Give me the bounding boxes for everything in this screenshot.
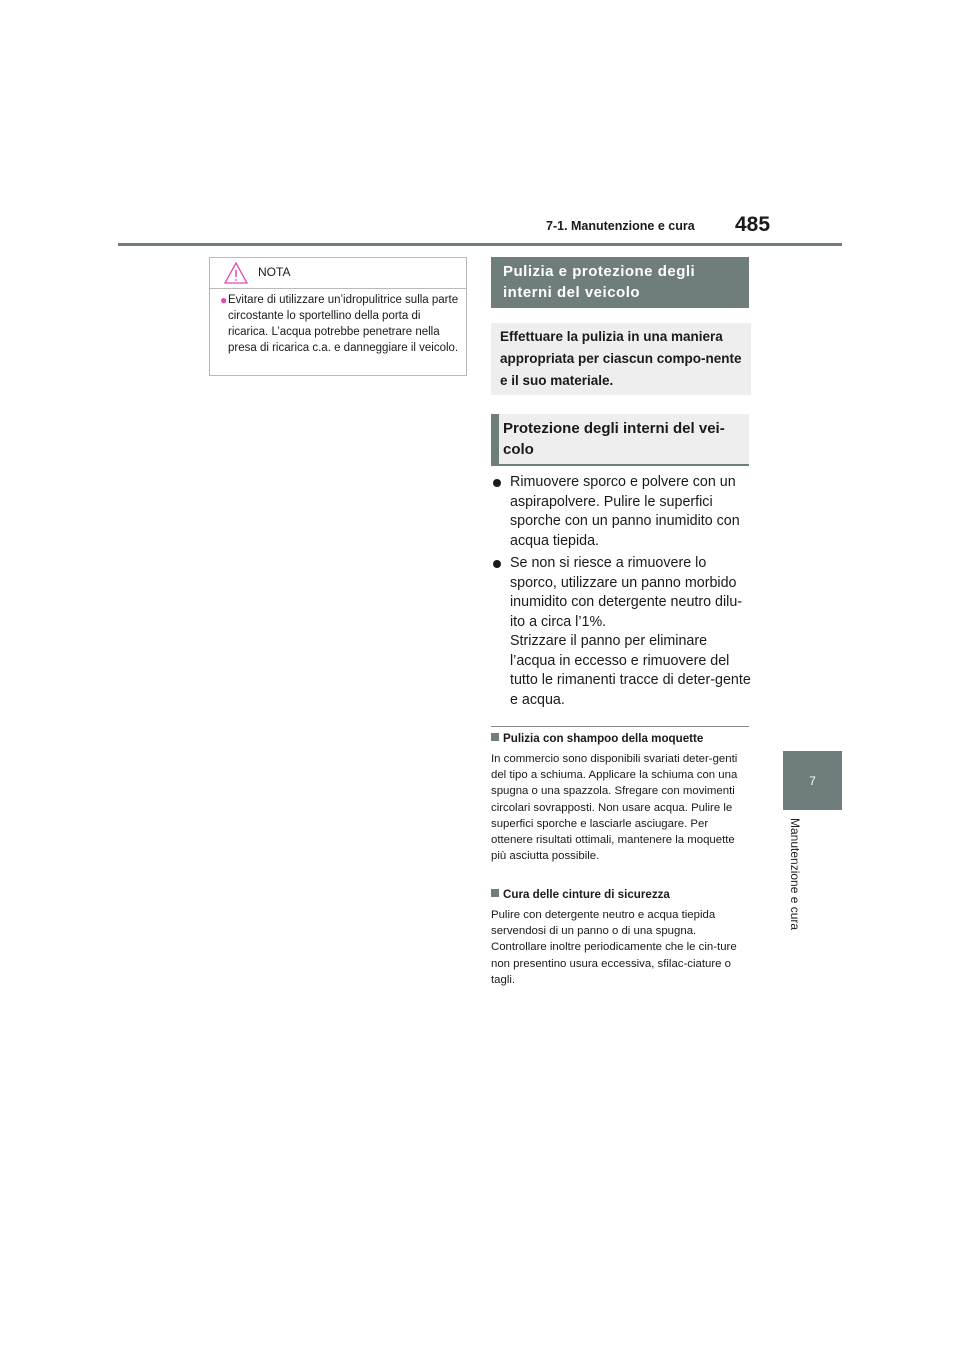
note-heading: Pulizia con shampoo della moquette (491, 732, 703, 745)
bullet-icon: ● (220, 293, 228, 307)
chapter-tab (783, 751, 842, 810)
note-text: In commercio sono disponibili svariati deter-genti del tipo a schiuma. Applicare la schiuma con una spugna o una spazzola. Sfregare con movimenti circolari sovrapposti. Non usare acqua. Pulire le superfici sporche e lasciarle asciugare. Per ottenere risultati ottimali, mantenere la moquette più asciutta possibile. (491, 753, 738, 863)
nota-box (209, 257, 467, 376)
section-title: 7-1. Manutenzione e cura (546, 219, 695, 233)
bullet-icon (493, 479, 501, 487)
chapter-label: Manutenzione e cura (788, 818, 802, 931)
square-bullet-icon (491, 889, 499, 897)
divider (491, 726, 749, 727)
section-heading: Protezione degli interni del vei-colo (491, 414, 749, 466)
warning-triangle-icon (224, 262, 248, 284)
list-item: Se non si riesce a rimuovere lo sporco, utilizzare un panno morbido inumidito con detergente neutro dilu-ito a circa l’1%. Strizzare il panno per eliminare l’acqua in eccesso e rimuovere del tutto le rimanenti tracce di deter-gente e acqua. (491, 554, 753, 710)
main-title: Pulizia e protezione degli interni del veicolo (491, 257, 749, 308)
list-item: Rimuovere sporco e polvere con un aspirapolvere. Pulire le superfici sporche con un panno inumidito con acqua tiepida. (491, 473, 753, 551)
header-rule (118, 243, 842, 246)
note-text: Pulire con detergente neutro e acqua tiepida servendosi di un panno o di una spugna. Controllare inoltre periodicamente che le cin-ture non presentino usura eccessiva, sfilac-ciature o tagli. (491, 909, 737, 986)
bullet-icon (493, 560, 501, 568)
page-number: 485 (735, 213, 771, 236)
list-item-continuation: Strizzare il panno per eliminare l’acqua in eccesso e rimuovere del tutto le rimanenti tracce di deter-gente e acqua. (510, 633, 751, 708)
square-bullet-icon (491, 733, 499, 741)
nota-title: NOTA (258, 265, 291, 279)
chapter-number: 7 (809, 773, 816, 788)
nota-header (210, 258, 466, 289)
nota-text: ● Evitare di utilizzare un’idropulitrice sulla parte circostante lo sportellino della porta di ricarica. L’acqua potrebbe penetrare nella presa di ricarica c.a. e danneggiare il veicolo. (220, 293, 459, 354)
bullet-list (491, 473, 753, 713)
intro-text: Effettuare la pulizia in una maniera appropriata per ciascun compo-nente e il suo materiale. (491, 323, 751, 395)
note-heading: Cura delle cinture di sicurezza (491, 888, 670, 901)
